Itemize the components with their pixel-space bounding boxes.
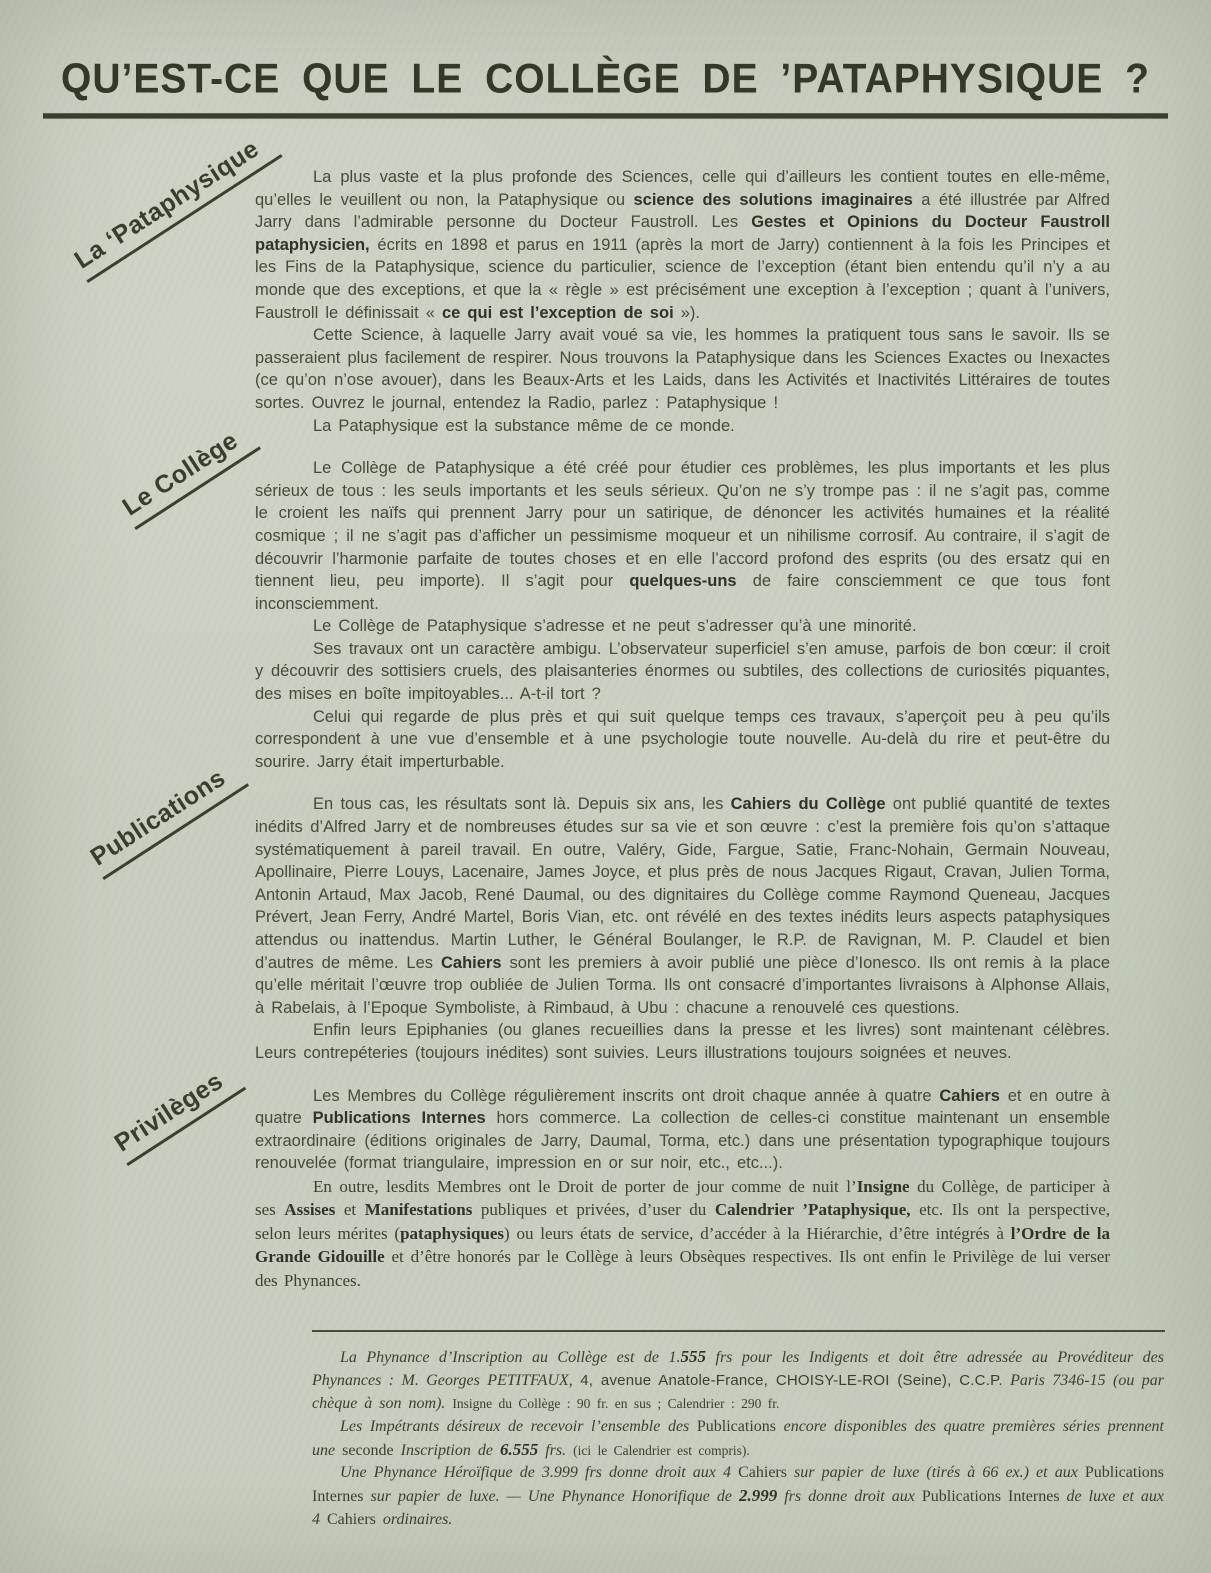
text-segment: Gestes et Opinions du Docteur Faustroll pataphysicien, — [255, 213, 1110, 254]
title-block — [0, 0, 1211, 114]
text-segment: Cahiers du Collège — [730, 795, 886, 814]
text-segment: Publications Internes — [312, 1109, 486, 1128]
text-segment: sont les premiers à avoir publié une pièce d’Ionesco. Ils ont remis à la place qu’elle méritait l’œuvre trop oubliée de Julien Torma. Ils ont consacré d’importantes livraisons à Alphonse Allais, à Rabelais, à l’Epoque Symboliste, à Rimbaud, à Ubu : chacune a renouvelé ces questions. — [255, 953, 1110, 1017]
paragraph — [255, 1175, 1110, 1293]
text-segment: Cahiers — [939, 1086, 1000, 1105]
text-segment: 555 — [680, 1347, 707, 1367]
section-pataphysique-text — [255, 166, 1110, 437]
text-segment: Paris 7346-15 (ou par chèque à son nom). — [312, 1372, 1164, 1413]
text-segment: 2.999 — [738, 1486, 778, 1506]
paragraph — [255, 615, 1110, 638]
section-pataphysique — [0, 134, 1211, 437]
paragraph — [255, 166, 1110, 324]
paragraph — [312, 1462, 1164, 1531]
paragraph — [255, 415, 1110, 438]
text-segment: Inscription de — [393, 1441, 500, 1459]
text-segment: pataphysiques — [400, 1223, 505, 1243]
section-college-text — [255, 457, 1110, 773]
section-label-privileges: Privilèges — [108, 1058, 247, 1166]
text-segment: »). — [673, 303, 700, 322]
separator-rule — [312, 1330, 1165, 1332]
section-publications-text — [255, 793, 1110, 1064]
text-segment: Cahiers — [327, 1511, 376, 1529]
text-segment: Le Collège de Pataphysique s’adresse et ne peut s’adresser qu’à une minorité. — [313, 617, 917, 636]
paragraph — [255, 324, 1110, 414]
paragraph — [312, 1346, 1164, 1415]
text-segment: écrits en 1898 et parus en 1911 (après la mort de Jarry) contiennent à la fois les Principes et les Fins de la Pataphysique, science du particulier, science de l’exception (étant bien entendu qu’il n’y a au monde que des exceptions, et que la « règle » est précisément une exception à l’exception ; quant à l’univers, Faustroll le définissait « — [255, 235, 1110, 322]
text-segment: Les Impétrants désireux de recevoir l’ensemble des — [340, 1417, 697, 1435]
document-body — [0, 134, 1211, 1292]
text-segment: Insigne — [856, 1176, 910, 1196]
text-segment: Manifestations — [364, 1200, 473, 1220]
text-segment: frs donne droit aux — [777, 1488, 922, 1506]
text-segment: ce qui est l’exception de soi — [442, 303, 674, 322]
text-segment: ont publié quantité de textes inédits d’Alfred Jarry et de nombreuses études sur sa vie et son œuvre : c’est la première fois qu’on s’attaque systématiquement à pareil travail. En outre, Valéry, Gide, Fargue, Satie, Franc-Nohain, Germain Nouveau, Apollinaire, Pierre Louys, Lacenaire, James Joyce, et plus près de nous Jacques Rigaut, Cravan, Julien Torma, Antonin Artaud, Max Jacob, René Daumal, ou des dignitaires du Collège comme Raymond Queneau, Jacques Prévert, Jean Ferry, André Martel, Boris Vian, etc. ont révélé en des textes inédits leurs aspects pataphysiques attendus ou inattendus. Martin Luther, le Général Boulanger, le R.P. de Ravignan, M. P. Claudel et bien d’autres de même. Les — [255, 795, 1110, 972]
page-title: QU’EST-CE QUE LE COLLÈGE DE ’PATAPHYSIQUE ? — [43, 56, 1168, 119]
text-segment: Calendrier ’Pataphysique, — [714, 1200, 911, 1220]
paragraph — [255, 793, 1110, 1019]
text-segment: 4, avenue Anatole-France, CHOISY-LE-ROI (Seine), C.C.P. — [580, 1372, 1003, 1390]
text-segment: Publications Internes — [312, 1464, 1164, 1506]
text-segment: Publications — [696, 1417, 776, 1435]
text-segment: Cahiers — [440, 953, 502, 972]
section-privileges — [0, 1066, 1211, 1293]
section-label-pataphysique: La ‘Pataphysique — [68, 126, 282, 283]
text-segment: frs pour les Indigents et doit être adressée au Provéditeur des Phynances : M. Georges PETITFAUX, — [312, 1349, 1164, 1390]
paragraph — [312, 1416, 1164, 1463]
text-segment: du Collège, de participer à ses — [255, 1176, 1110, 1220]
text-segment: ordinaires. — [375, 1511, 453, 1529]
text-segment: publiques et privées, d’user du — [472, 1200, 715, 1220]
text-segment: Enfin leurs Epiphanies (ou glanes recueillies dans la presse et les livres) sont maintenant célèbres. Leurs contrepéteries (toujours inédites) sont suivies. Leurs illustrations toujours soignées et neuves. — [255, 1021, 1110, 1062]
text-segment: Ses travaux ont un caractère ambigu. L’observateur superficiel s’en amuse, parfois de bon cœur: il croit y découvrir des sottisiers cruels, des plaisanteries énormes ou subtiles, des collections de curiosités piquantes, des mises en boîte impitoyables... A-t-il tort ? — [255, 639, 1110, 704]
section-college — [0, 426, 1211, 773]
text-segment: de luxe et aux 4 — [312, 1488, 1165, 1529]
text-segment: sur papier de luxe. — Une Phynance Honorifique de — [363, 1488, 739, 1506]
text-segment: Une Phynance Héroïfique de 3.999 frs donne droit aux 4 — [340, 1464, 739, 1482]
text-segment: (ici le Calendrier est compris). — [573, 1442, 750, 1458]
paragraph — [255, 1019, 1110, 1064]
text-segment: seconde — [342, 1441, 394, 1459]
section-publications — [0, 764, 1211, 1064]
text-segment: Celui qui regarde de plus près et qui suit quelque temps ces travaux, s’aperçoit peu à peu qu’ils correspondent à une vue d’ensemble et à une psychologie toute nouvelle. Au-delà du rire et peut-être du sourire. Jarry était imperturbable. — [255, 707, 1110, 771]
text-segment: Publications Internes — [921, 1488, 1060, 1506]
text-segment: et — [335, 1200, 365, 1220]
paragraph — [255, 638, 1110, 706]
text-segment: encore disponibles des quatre premières séries prennent une — [312, 1417, 1164, 1459]
text-segment: 6.555 — [499, 1439, 539, 1459]
text-segment: Insigne du Collège : 90 fr. en sus ; Calendrier : 290 fr. — [452, 1396, 780, 1412]
text-segment: La plus vaste et la plus profonde des Sciences, celle qui d’ailleurs les contient toutes en elle-même, qu’elles le veuillent ou non, la Pataphysique ou — [255, 168, 1110, 209]
text-segment: En outre, lesdits Membres ont le Droit de porter de jour comme de nuit l’ — [313, 1176, 857, 1196]
text-segment: hors commerce. La collection de celles-ci constitue maintenant un ensemble extraordinaire (éditions originales de Jarry, Daumal, Torma, etc.) dans une présentation typographique toujours renouvelée (format triangulaire, impression en or sur noir, etc., etc...). — [255, 1109, 1111, 1173]
text-segment: La Phynance d’Inscription au Collège est de 1. — [340, 1349, 681, 1367]
section-label-publications: Publications — [84, 755, 249, 880]
text-segment: Assises — [284, 1200, 336, 1220]
text-segment: frs. — [538, 1441, 574, 1459]
text-segment: En tous cas, les résultats sont là. Depuis six ans, les — [313, 795, 731, 814]
text-segment: a été illustrée par Alfred Jarry dans l’admirable personne du Docteur Faustroll. Les — [255, 190, 1110, 232]
text-segment: et d’être honorés par le Collège à leurs Obsèques respectives. Ils ont enfin le Privilège de lui verser des Phynances. — [255, 1247, 1110, 1290]
text-segment: quelques-uns — [629, 572, 737, 591]
text-segment: Le Collège de Pataphysique a été créé pour étudier ces problèmes, les plus importants et les plus sérieux de tous : les seuls importants et les seuls sérieux. Qu’on ne s’y trompe pas : il ne s’agit pas, comme le croient les naïfs qui prennent Jarry pour un satirique, de dénoncer les activités humaines et la réalité cosmique ; il ne s’agit pas d’afficher un pessimisme moqueur et un nihilisme corrosif. Au contraire, il s’agit de découvrir l’harmonie parfaite de toutes choses et en elle l’accord profond des esprits (ou des ersatz qui en tiennent lieu, peu importe). Il s’agit pour — [255, 459, 1110, 591]
section-privileges-text — [255, 1085, 1110, 1293]
paragraph — [255, 457, 1110, 615]
text-segment: Cette Science, à laquelle Jarry avait voué sa vie, les hommes la pratiquent tous sans le savoir. Ils se passeraient plus facilement de respirer. Nous trouvons la Pataphysique dans les Sciences Exactes ou Inexactes (ce qu’on n’ose avouer), dans les Beaux-Arts et les Laids, dans les Activités et Inactivités Littéraires de toutes sortes. Ouvrez le journal, entendez la Radio, parlez : Pataphysique ! — [255, 326, 1110, 412]
paragraph — [255, 706, 1110, 774]
text-segment: etc. Ils ont la perspective, selon leurs mérites ( — [255, 1200, 1110, 1243]
text-segment: Cahiers — [738, 1464, 787, 1482]
text-segment: Les Membres du Collège régulièrement inscrits ont droit chaque année à quatre — [313, 1086, 940, 1105]
text-segment: ) ou leurs états de service, d’accéder à la Hiérarchie, d’être intégrés à — [504, 1223, 1011, 1243]
text-segment: de faire consciemment ce que tous font inconsciemment. — [255, 572, 1110, 613]
text-segment: l’Ordre de la Grande Gidouille — [255, 1223, 1110, 1267]
text-segment: et en outre à quatre — [255, 1086, 1110, 1128]
text-segment: sur papier de luxe (tirés à 66 ex.) et aux — [786, 1464, 1085, 1482]
footer-pricing-text — [312, 1346, 1164, 1531]
text-segment: science des solutions imaginaires — [633, 190, 913, 209]
section-label-college: Le Collège — [116, 418, 261, 530]
text-segment: La Pataphysique est la substance même de ce monde. — [313, 416, 735, 435]
paragraph — [255, 1085, 1110, 1175]
